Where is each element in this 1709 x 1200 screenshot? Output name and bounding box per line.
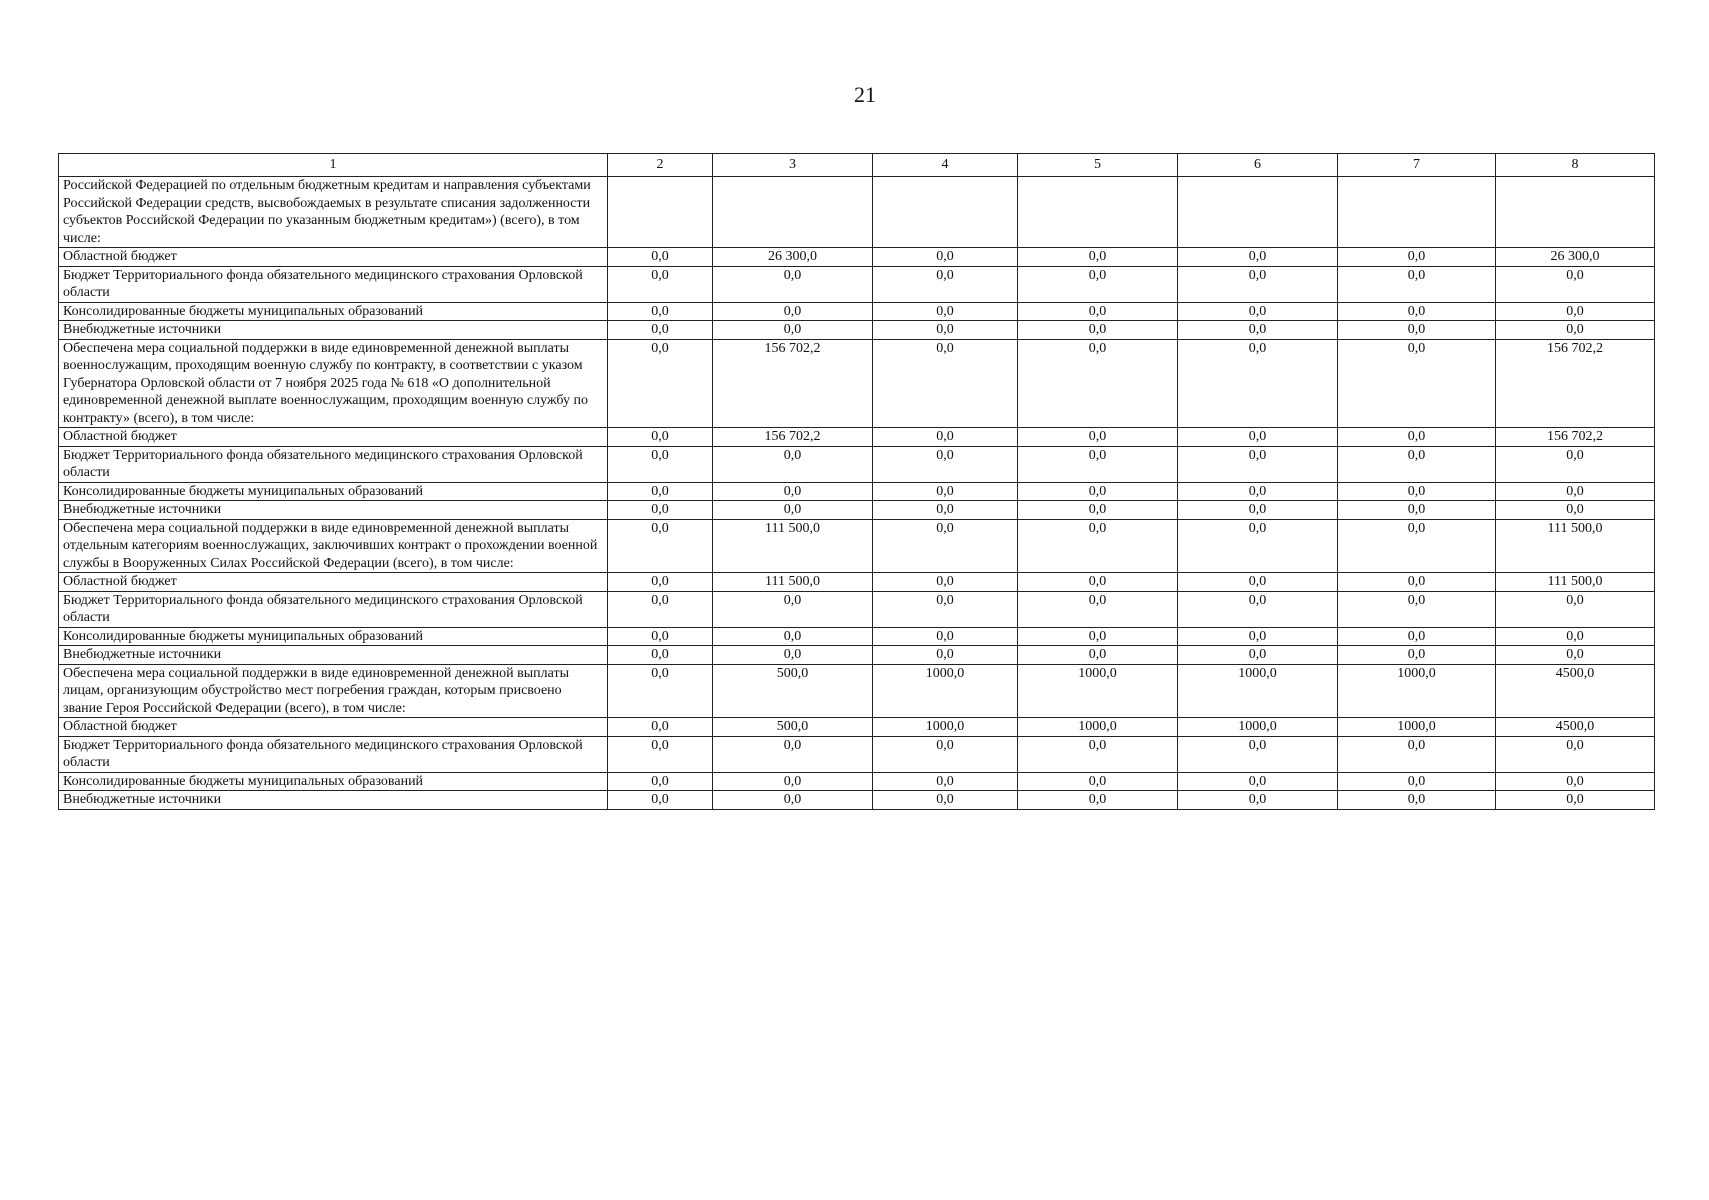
value-cell: 0,0 bbox=[1496, 791, 1655, 810]
value-cell: 0,0 bbox=[608, 482, 713, 501]
value-cell: 0,0 bbox=[1178, 302, 1338, 321]
row-label: Консолидированные бюджеты муниципальных образований bbox=[59, 302, 608, 321]
value-cell: 0,0 bbox=[1338, 302, 1496, 321]
value-cell: 0,0 bbox=[873, 519, 1018, 573]
table-row bbox=[59, 646, 1655, 665]
value-cell: 0,0 bbox=[1338, 646, 1496, 665]
value-cell: 0,0 bbox=[1338, 428, 1496, 447]
value-cell: 0,0 bbox=[608, 591, 713, 627]
row-label: Обеспечена мера социальной поддержки в виде единовременной денежной выплаты лицам, организующим обустройство мест погребения граждан, которым присвоено звание Героя Российской Федерации (всего), в том числе: bbox=[59, 664, 608, 718]
value-cell: 0,0 bbox=[713, 646, 873, 665]
value-cell: 0,0 bbox=[1018, 772, 1178, 791]
value-cell: 0,0 bbox=[1338, 772, 1496, 791]
value-cell: 0,0 bbox=[1018, 573, 1178, 592]
row-label: Областной бюджет bbox=[59, 428, 608, 447]
value-cell: 0,0 bbox=[1178, 573, 1338, 592]
budget-table bbox=[58, 153, 1655, 810]
table-row bbox=[59, 248, 1655, 267]
value-cell: 0,0 bbox=[1338, 482, 1496, 501]
table-row bbox=[59, 177, 1655, 248]
table-row bbox=[59, 482, 1655, 501]
row-label: Областной бюджет bbox=[59, 248, 608, 267]
value-cell: 0,0 bbox=[1496, 646, 1655, 665]
value-cell bbox=[873, 177, 1018, 248]
value-cell: 0,0 bbox=[1178, 627, 1338, 646]
row-label: Консолидированные бюджеты муниципальных образований bbox=[59, 772, 608, 791]
table-row bbox=[59, 772, 1655, 791]
value-cell: 1000,0 bbox=[873, 718, 1018, 737]
row-label: Внебюджетные источники bbox=[59, 321, 608, 340]
value-cell: 1000,0 bbox=[1018, 664, 1178, 718]
value-cell: 0,0 bbox=[873, 501, 1018, 520]
value-cell: 26 300,0 bbox=[713, 248, 873, 267]
table-row bbox=[59, 519, 1655, 573]
value-cell: 1000,0 bbox=[1338, 718, 1496, 737]
header-cell: 3 bbox=[713, 154, 873, 177]
table-row bbox=[59, 428, 1655, 447]
value-cell: 0,0 bbox=[713, 772, 873, 791]
value-cell: 0,0 bbox=[1018, 591, 1178, 627]
value-cell: 0,0 bbox=[1178, 736, 1338, 772]
value-cell: 0,0 bbox=[1338, 519, 1496, 573]
value-cell: 156 702,2 bbox=[1496, 428, 1655, 447]
value-cell: 0,0 bbox=[608, 664, 713, 718]
value-cell: 0,0 bbox=[1496, 591, 1655, 627]
value-cell: 0,0 bbox=[713, 627, 873, 646]
value-cell: 0,0 bbox=[873, 266, 1018, 302]
value-cell bbox=[1018, 177, 1178, 248]
value-cell: 0,0 bbox=[1178, 248, 1338, 267]
table-row bbox=[59, 591, 1655, 627]
row-label: Областной бюджет bbox=[59, 718, 608, 737]
value-cell: 0,0 bbox=[608, 501, 713, 520]
value-cell: 0,0 bbox=[608, 627, 713, 646]
value-cell: 4500,0 bbox=[1496, 664, 1655, 718]
value-cell: 0,0 bbox=[1338, 627, 1496, 646]
value-cell: 0,0 bbox=[873, 736, 1018, 772]
header-cell: 6 bbox=[1178, 154, 1338, 177]
value-cell: 0,0 bbox=[713, 736, 873, 772]
row-label: Обеспечена мера социальной поддержки в виде единовременной денежной выплаты военнослужащим, проходящим военную службу по контракту, в соответствии с указом Губернатора Орловской области от 7 ноября 2025 года № 618 «О дополнительной единовременной денежной выплате военнослужащим, проходящим военную службу по контракту» (всего), в том числе: bbox=[59, 339, 608, 428]
header-cell: 7 bbox=[1338, 154, 1496, 177]
value-cell: 0,0 bbox=[1178, 772, 1338, 791]
value-cell: 0,0 bbox=[873, 646, 1018, 665]
value-cell: 0,0 bbox=[713, 266, 873, 302]
value-cell: 0,0 bbox=[1178, 482, 1338, 501]
value-cell: 0,0 bbox=[1496, 321, 1655, 340]
value-cell: 0,0 bbox=[608, 573, 713, 592]
value-cell: 0,0 bbox=[1338, 339, 1496, 428]
table-row bbox=[59, 718, 1655, 737]
table-row bbox=[59, 664, 1655, 718]
value-cell: 0,0 bbox=[873, 302, 1018, 321]
value-cell: 0,0 bbox=[873, 791, 1018, 810]
value-cell: 0,0 bbox=[1338, 736, 1496, 772]
value-cell: 0,0 bbox=[608, 266, 713, 302]
value-cell: 0,0 bbox=[713, 302, 873, 321]
value-cell: 0,0 bbox=[608, 519, 713, 573]
value-cell: 0,0 bbox=[1018, 248, 1178, 267]
value-cell: 0,0 bbox=[608, 772, 713, 791]
value-cell: 0,0 bbox=[608, 428, 713, 447]
value-cell: 0,0 bbox=[1338, 266, 1496, 302]
row-label: Обеспечена мера социальной поддержки в виде единовременной денежной выплаты отдельным категориям военнослужащих, заключивших контракт о прохождении военной службы в Вооруженных Силах Российской Федерации (всего), в том числе: bbox=[59, 519, 608, 573]
value-cell: 0,0 bbox=[1018, 446, 1178, 482]
value-cell: 0,0 bbox=[1018, 339, 1178, 428]
value-cell: 0,0 bbox=[608, 718, 713, 737]
table-row bbox=[59, 266, 1655, 302]
value-cell: 26 300,0 bbox=[1496, 248, 1655, 267]
value-cell: 0,0 bbox=[873, 446, 1018, 482]
value-cell: 0,0 bbox=[1178, 591, 1338, 627]
value-cell: 0,0 bbox=[713, 321, 873, 340]
value-cell: 0,0 bbox=[608, 321, 713, 340]
value-cell: 0,0 bbox=[1338, 591, 1496, 627]
value-cell: 0,0 bbox=[1178, 339, 1338, 428]
value-cell: 0,0 bbox=[608, 339, 713, 428]
value-cell: 500,0 bbox=[713, 664, 873, 718]
value-cell: 0,0 bbox=[1496, 302, 1655, 321]
value-cell: 0,0 bbox=[1338, 446, 1496, 482]
value-cell: 111 500,0 bbox=[1496, 519, 1655, 573]
value-cell: 111 500,0 bbox=[713, 519, 873, 573]
value-cell: 0,0 bbox=[713, 791, 873, 810]
row-label: Бюджет Территориального фонда обязательного медицинского страхования Орловской области bbox=[59, 446, 608, 482]
value-cell bbox=[713, 177, 873, 248]
table-row bbox=[59, 627, 1655, 646]
value-cell: 0,0 bbox=[873, 591, 1018, 627]
value-cell: 1000,0 bbox=[1178, 718, 1338, 737]
value-cell: 111 500,0 bbox=[1496, 573, 1655, 592]
value-cell: 1000,0 bbox=[1338, 664, 1496, 718]
value-cell: 0,0 bbox=[873, 772, 1018, 791]
value-cell: 156 702,2 bbox=[713, 339, 873, 428]
row-label: Областной бюджет bbox=[59, 573, 608, 592]
value-cell: 0,0 bbox=[1496, 772, 1655, 791]
value-cell: 0,0 bbox=[1496, 501, 1655, 520]
value-cell bbox=[1338, 177, 1496, 248]
table-row bbox=[59, 791, 1655, 810]
value-cell: 1000,0 bbox=[873, 664, 1018, 718]
value-cell: 0,0 bbox=[1338, 573, 1496, 592]
value-cell: 0,0 bbox=[713, 501, 873, 520]
value-cell: 0,0 bbox=[1178, 791, 1338, 810]
table-row bbox=[59, 339, 1655, 428]
value-cell: 0,0 bbox=[1018, 791, 1178, 810]
row-label: Внебюджетные источники bbox=[59, 501, 608, 520]
value-cell: 0,0 bbox=[1338, 791, 1496, 810]
value-cell: 0,0 bbox=[713, 482, 873, 501]
value-cell: 156 702,2 bbox=[713, 428, 873, 447]
value-cell: 0,0 bbox=[1178, 446, 1338, 482]
value-cell: 0,0 bbox=[873, 482, 1018, 501]
value-cell bbox=[1496, 177, 1655, 248]
row-label: Бюджет Территориального фонда обязательного медицинского страхования Орловской области bbox=[59, 266, 608, 302]
value-cell: 4500,0 bbox=[1496, 718, 1655, 737]
value-cell: 0,0 bbox=[873, 573, 1018, 592]
value-cell: 0,0 bbox=[1178, 501, 1338, 520]
value-cell: 0,0 bbox=[1018, 519, 1178, 573]
value-cell: 0,0 bbox=[1178, 266, 1338, 302]
value-cell: 0,0 bbox=[1018, 302, 1178, 321]
table-row bbox=[59, 446, 1655, 482]
value-cell: 0,0 bbox=[1338, 501, 1496, 520]
value-cell: 0,0 bbox=[873, 339, 1018, 428]
table-row bbox=[59, 302, 1655, 321]
value-cell: 0,0 bbox=[1018, 321, 1178, 340]
value-cell: 0,0 bbox=[713, 446, 873, 482]
value-cell: 0,0 bbox=[608, 646, 713, 665]
page-number: 21 bbox=[854, 82, 876, 107]
value-cell: 111 500,0 bbox=[713, 573, 873, 592]
value-cell bbox=[1178, 177, 1338, 248]
header-row bbox=[59, 154, 1655, 177]
row-label: Внебюджетные источники bbox=[59, 646, 608, 665]
header-cell: 1 bbox=[59, 154, 608, 177]
table-row bbox=[59, 501, 1655, 520]
table-row bbox=[59, 321, 1655, 340]
value-cell: 0,0 bbox=[608, 736, 713, 772]
row-label: Консолидированные бюджеты муниципальных образований bbox=[59, 482, 608, 501]
value-cell: 0,0 bbox=[608, 248, 713, 267]
value-cell: 0,0 bbox=[608, 446, 713, 482]
value-cell: 0,0 bbox=[608, 302, 713, 321]
value-cell: 0,0 bbox=[1496, 446, 1655, 482]
row-label: Внебюджетные источники bbox=[59, 791, 608, 810]
value-cell: 0,0 bbox=[873, 428, 1018, 447]
value-cell: 0,0 bbox=[1338, 248, 1496, 267]
value-cell: 0,0 bbox=[1496, 266, 1655, 302]
value-cell: 0,0 bbox=[1496, 482, 1655, 501]
value-cell: 0,0 bbox=[1018, 501, 1178, 520]
value-cell: 500,0 bbox=[713, 718, 873, 737]
value-cell: 0,0 bbox=[1178, 646, 1338, 665]
row-label: Бюджет Территориального фонда обязательного медицинского страхования Орловской области bbox=[59, 591, 608, 627]
value-cell: 0,0 bbox=[873, 627, 1018, 646]
row-label: Российской Федерацией по отдельным бюджетным кредитам и направления субъектами Российской Федерации средств, высвобождаемых в результате списания задолженности субъектов Российской Федерации по указанным бюджетным кредитам») (всего), в том числе: bbox=[59, 177, 608, 248]
value-cell: 0,0 bbox=[873, 321, 1018, 340]
value-cell: 156 702,2 bbox=[1496, 339, 1655, 428]
header-cell: 8 bbox=[1496, 154, 1655, 177]
value-cell: 0,0 bbox=[1018, 646, 1178, 665]
value-cell bbox=[608, 177, 713, 248]
table-row bbox=[59, 573, 1655, 592]
header-cell: 2 bbox=[608, 154, 713, 177]
table-row bbox=[59, 736, 1655, 772]
value-cell: 0,0 bbox=[1018, 428, 1178, 447]
value-cell: 0,0 bbox=[1496, 736, 1655, 772]
header-cell: 4 bbox=[873, 154, 1018, 177]
value-cell: 0,0 bbox=[1338, 321, 1496, 340]
value-cell: 0,0 bbox=[873, 248, 1018, 267]
row-label: Консолидированные бюджеты муниципальных образований bbox=[59, 627, 608, 646]
header-cell: 5 bbox=[1018, 154, 1178, 177]
value-cell: 0,0 bbox=[1178, 519, 1338, 573]
value-cell: 0,0 bbox=[1018, 482, 1178, 501]
value-cell: 0,0 bbox=[713, 591, 873, 627]
value-cell: 0,0 bbox=[608, 791, 713, 810]
value-cell: 1000,0 bbox=[1178, 664, 1338, 718]
value-cell: 0,0 bbox=[1178, 321, 1338, 340]
value-cell: 0,0 bbox=[1178, 428, 1338, 447]
value-cell: 0,0 bbox=[1018, 736, 1178, 772]
value-cell: 0,0 bbox=[1018, 266, 1178, 302]
value-cell: 0,0 bbox=[1496, 627, 1655, 646]
value-cell: 0,0 bbox=[1018, 627, 1178, 646]
row-label: Бюджет Территориального фонда обязательного медицинского страхования Орловской области bbox=[59, 736, 608, 772]
value-cell: 1000,0 bbox=[1018, 718, 1178, 737]
